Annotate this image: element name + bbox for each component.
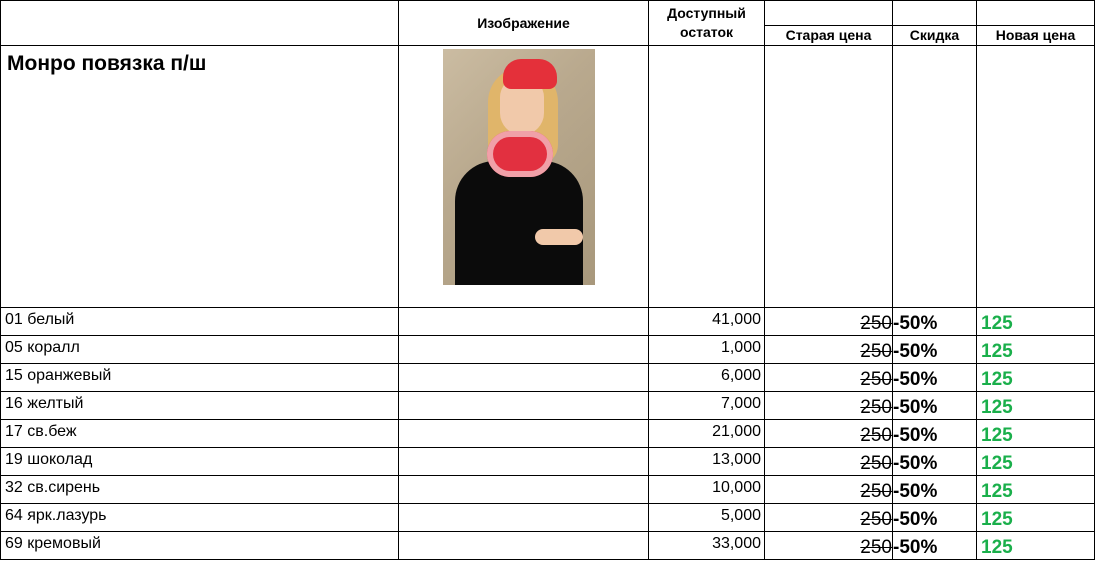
blank-cell[interactable] xyxy=(1,1,399,26)
discount-cell[interactable]: -50% xyxy=(893,448,977,476)
discount-cell[interactable]: -50% xyxy=(893,392,977,420)
old-price-value: 250 xyxy=(860,397,892,418)
old-price-cell[interactable] xyxy=(765,420,893,448)
stock-cell[interactable]: 1,000 xyxy=(649,336,765,364)
blank-cell[interactable] xyxy=(1,26,399,46)
discount-cell[interactable]: -50% xyxy=(893,476,977,504)
image-empty-cell[interactable] xyxy=(399,532,649,560)
blank-cell[interactable] xyxy=(977,1,1095,26)
image-empty-cell[interactable] xyxy=(399,504,649,532)
table-row xyxy=(1,308,1095,336)
product-photo xyxy=(443,49,595,285)
stock-cell[interactable]: 5,000 xyxy=(649,504,765,532)
new-price-cell[interactable]: 125 xyxy=(977,476,1095,504)
blank-cell[interactable] xyxy=(649,46,765,308)
blank-cell[interactable] xyxy=(893,46,977,308)
old-price-value: 250 xyxy=(860,481,892,502)
stock-cell[interactable]: 6,000 xyxy=(649,364,765,392)
color-name-cell[interactable]: 17 св.беж xyxy=(1,420,399,448)
image-empty-cell[interactable] xyxy=(399,336,649,364)
header-stock-line1: Доступный xyxy=(667,5,746,21)
new-price-cell[interactable]: 125 xyxy=(977,336,1095,364)
old-price-value: 250 xyxy=(860,537,892,558)
blank-cell[interactable] xyxy=(765,1,893,26)
blank-cell[interactable] xyxy=(893,1,977,26)
blank-cell[interactable] xyxy=(977,46,1095,308)
discount-cell[interactable]: -50% xyxy=(893,420,977,448)
color-name-cell[interactable]: 05 коралл xyxy=(1,336,399,364)
old-price-cell[interactable] xyxy=(765,308,893,336)
discount-cell[interactable]: -50% xyxy=(893,504,977,532)
discount-cell[interactable]: -50% xyxy=(893,532,977,560)
table-row xyxy=(1,392,1095,420)
new-price-cell[interactable]: 125 xyxy=(977,364,1095,392)
old-price-cell[interactable] xyxy=(765,364,893,392)
header-stock-line2: остаток xyxy=(679,24,734,40)
product-title[interactable]: Монро повязка п/ш xyxy=(1,46,399,308)
color-name-cell[interactable]: 69 кремовый xyxy=(1,532,399,560)
discount-cell[interactable]: -50% xyxy=(893,308,977,336)
discount-cell[interactable]: -50% xyxy=(893,364,977,392)
new-price-cell[interactable]: 125 xyxy=(977,308,1095,336)
header-old-price[interactable]: Старая цена xyxy=(765,26,893,46)
old-price-cell[interactable] xyxy=(765,532,893,560)
image-empty-cell[interactable] xyxy=(399,364,649,392)
old-price-cell[interactable] xyxy=(765,392,893,420)
color-name-cell[interactable]: 01 белый xyxy=(1,308,399,336)
header-image[interactable]: Изображение xyxy=(399,1,649,46)
old-price-value: 250 xyxy=(860,313,892,334)
header-new-price[interactable]: Новая цена xyxy=(977,26,1095,46)
discount-cell[interactable]: -50% xyxy=(893,336,977,364)
image-empty-cell[interactable] xyxy=(399,476,649,504)
new-price-cell[interactable]: 125 xyxy=(977,420,1095,448)
stock-cell[interactable]: 21,000 xyxy=(649,420,765,448)
header-discount[interactable]: Скидка xyxy=(893,26,977,46)
stock-cell[interactable]: 10,000 xyxy=(649,476,765,504)
new-price-cell[interactable]: 125 xyxy=(977,392,1095,420)
old-price-cell[interactable] xyxy=(765,336,893,364)
color-name-cell[interactable]: 19 шоколад xyxy=(1,448,399,476)
old-price-value: 250 xyxy=(860,369,892,390)
blank-cell[interactable] xyxy=(765,46,893,308)
table-row xyxy=(1,476,1095,504)
table-row xyxy=(1,364,1095,392)
stock-cell[interactable]: 7,000 xyxy=(649,392,765,420)
old-price-value: 250 xyxy=(860,509,892,530)
new-price-cell[interactable]: 125 xyxy=(977,448,1095,476)
old-price-value: 250 xyxy=(860,341,892,362)
new-price-cell[interactable]: 125 xyxy=(977,532,1095,560)
table-row xyxy=(1,336,1095,364)
image-empty-cell[interactable] xyxy=(399,392,649,420)
old-price-cell[interactable] xyxy=(765,448,893,476)
stock-cell[interactable]: 41,000 xyxy=(649,308,765,336)
header-stock[interactable] xyxy=(649,1,765,46)
table-row xyxy=(1,532,1095,560)
table-row xyxy=(1,504,1095,532)
table-row xyxy=(1,420,1095,448)
old-price-cell[interactable] xyxy=(765,504,893,532)
color-name-cell[interactable]: 32 св.сирень xyxy=(1,476,399,504)
table-row xyxy=(1,448,1095,476)
color-name-cell[interactable]: 64 ярк.лазурь xyxy=(1,504,399,532)
stock-cell[interactable]: 33,000 xyxy=(649,532,765,560)
color-name-cell[interactable]: 15 оранжевый xyxy=(1,364,399,392)
product-image-cell[interactable] xyxy=(399,46,649,308)
old-price-value: 250 xyxy=(860,453,892,474)
image-empty-cell[interactable] xyxy=(399,420,649,448)
stock-cell[interactable]: 13,000 xyxy=(649,448,765,476)
old-price-value: 250 xyxy=(860,425,892,446)
image-empty-cell[interactable] xyxy=(399,448,649,476)
color-name-cell[interactable]: 16 желтый xyxy=(1,392,399,420)
old-price-cell[interactable] xyxy=(765,476,893,504)
image-empty-cell[interactable] xyxy=(399,308,649,336)
new-price-cell[interactable]: 125 xyxy=(977,504,1095,532)
